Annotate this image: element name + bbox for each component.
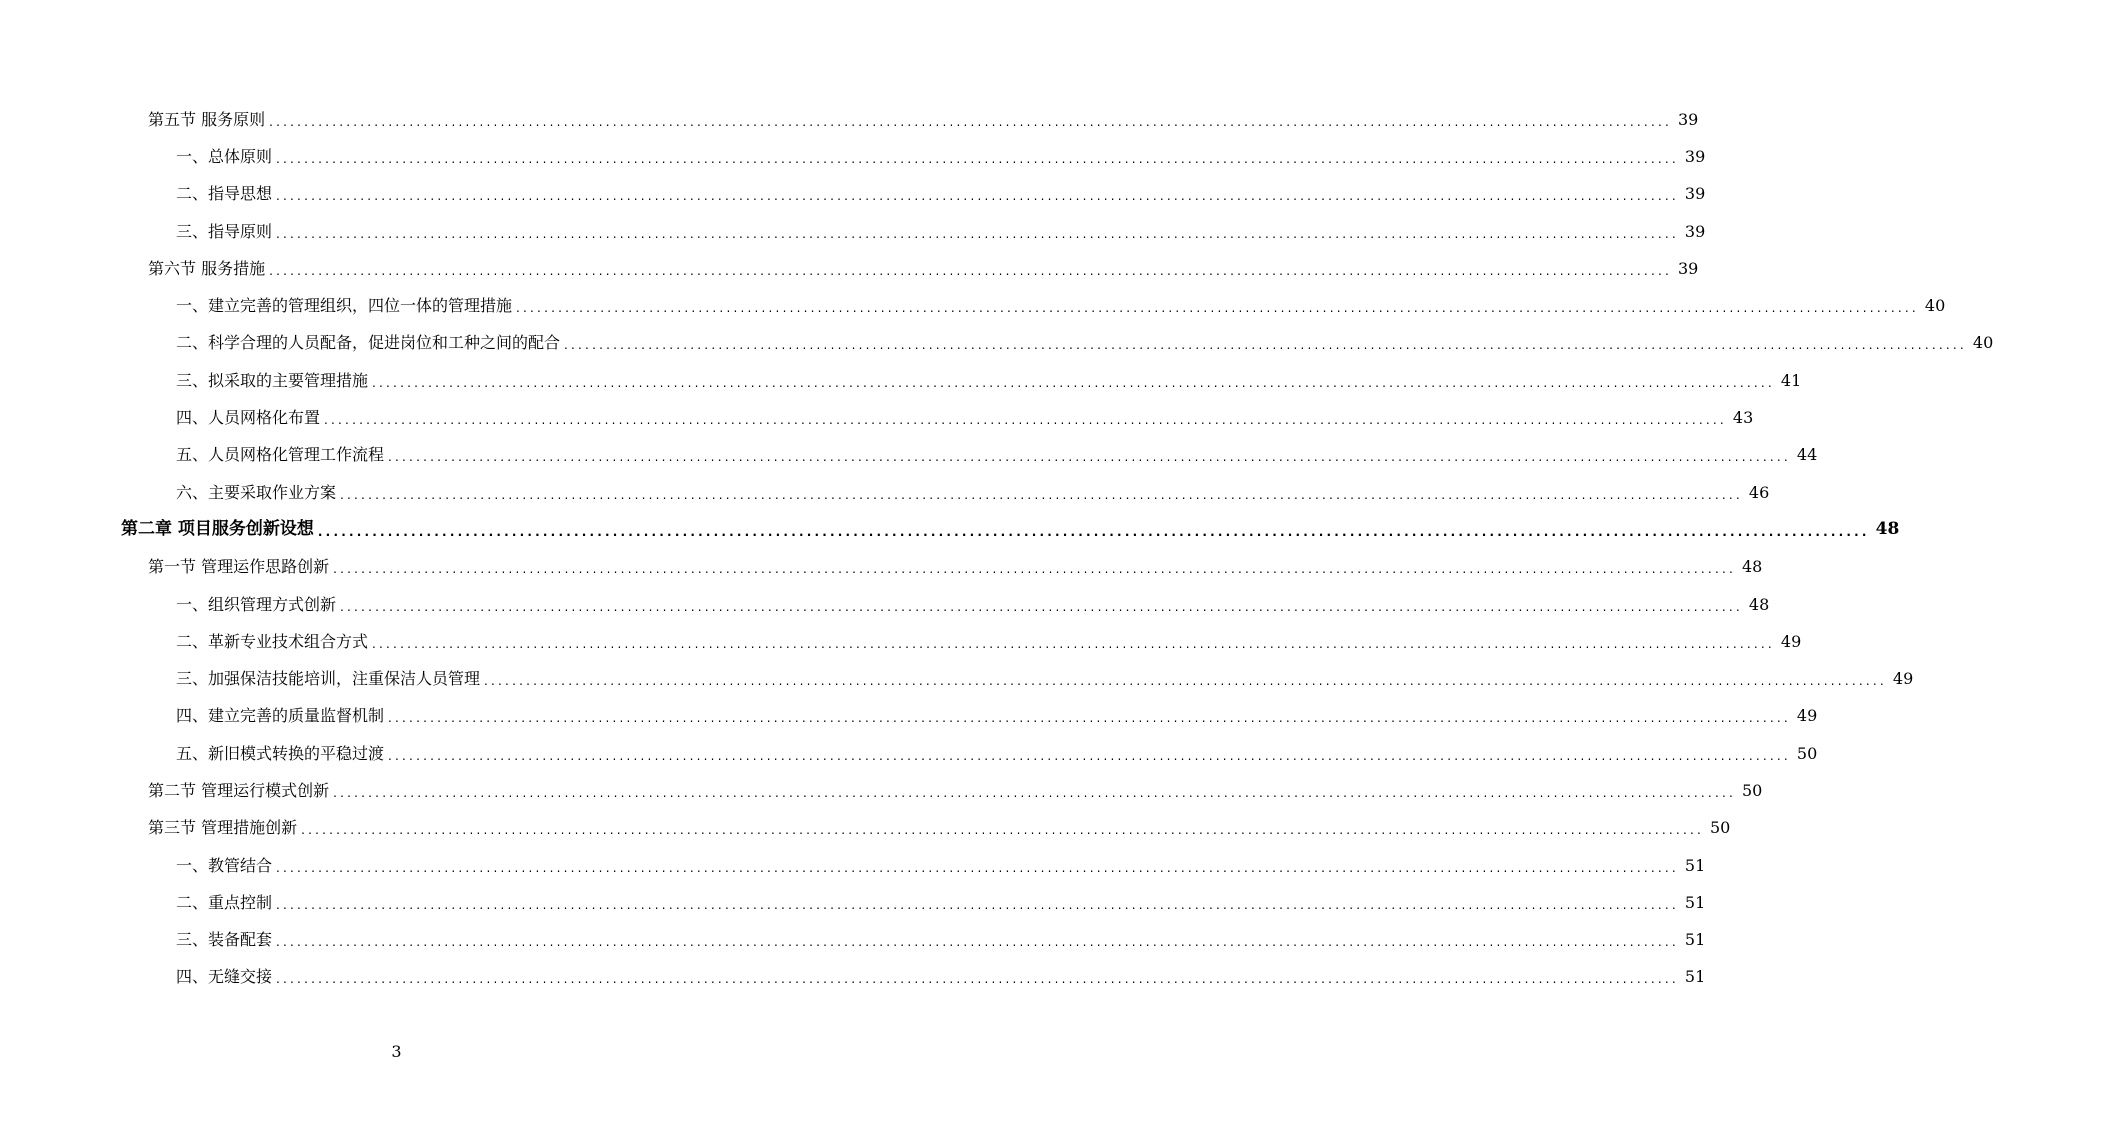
toc-subsection-entry[interactable]: [0, 325, 1994, 362]
toc-entry-page: 51: [1684, 967, 1706, 987]
toc-subsection-entry[interactable]: [0, 922, 1706, 959]
toc-subsection-entry[interactable]: [0, 176, 1706, 213]
toc-subsection-entry[interactable]: [0, 287, 1946, 324]
toc-dot-leader: ........................................................................................................................................................................................................: [388, 450, 1791, 465]
toc-entry-page: 39: [1677, 258, 1699, 278]
toc-entry-title: 五、新旧模式转换的平稳过渡: [176, 743, 385, 763]
toc-entry-page: 49: [1892, 669, 1914, 689]
toc-entry-page: 41: [1780, 370, 1802, 390]
toc-entry-page: 51: [1684, 855, 1706, 875]
toc-subsection-entry[interactable]: [0, 362, 1802, 399]
toc-entry-page: 39: [1677, 109, 1699, 129]
toc-entry-title: 四、人员网格化布置: [176, 408, 321, 428]
toc-entry-title: 四、建立完善的质量监督机制: [176, 706, 385, 726]
toc-dot-leader: ........................................................................................................................................................................................................: [372, 375, 1775, 390]
toc-entry-title: 一、组织管理方式创新: [176, 594, 337, 614]
toc-entry-title: 四、无缝交接: [176, 967, 273, 987]
toc-entry-page: 39: [1684, 221, 1706, 241]
toc-entry-page: 48: [1748, 594, 1770, 614]
toc-subsection-entry[interactable]: [0, 138, 1706, 175]
toc-subsection-entry[interactable]: [0, 623, 1802, 660]
toc-entry-page: 40: [1924, 296, 1946, 316]
toc-entry-page: 49: [1780, 631, 1802, 651]
toc-entry-page: 39: [1684, 184, 1706, 204]
toc-subsection-entry[interactable]: [0, 399, 1754, 436]
toc-section-entry[interactable]: [0, 250, 1699, 287]
toc-entry-title: 第二章 项目服务创新设想: [121, 519, 314, 540]
toc-dot-leader: ........................................................................................................................................................................................................: [269, 263, 1672, 278]
toc-section-entry[interactable]: [0, 101, 1699, 138]
toc-dot-leader: ........................................................................................................................................................................................................: [372, 636, 1775, 651]
toc-subsection-entry[interactable]: [0, 474, 1770, 511]
toc-entry-page: 50: [1796, 743, 1818, 763]
toc-section-entry[interactable]: [0, 549, 1763, 586]
toc-subsection-entry[interactable]: [0, 847, 1706, 884]
toc-entry-title: 三、拟采取的主要管理措施: [176, 370, 369, 390]
page-number: 3: [391, 1042, 402, 1061]
toc-subsection-entry[interactable]: [0, 735, 1818, 772]
toc-dot-leader: ........................................................................................................................................................................................................: [301, 823, 1704, 838]
toc-entry-title: 三、指导原则: [176, 221, 273, 241]
toc-entry-title: 六、主要采取作业方案: [176, 482, 337, 502]
toc-subsection-entry[interactable]: [0, 586, 1770, 623]
toc-dot-leader: ........................................................................................................................................................................................................: [276, 935, 1679, 950]
toc-dot-leader: ........................................................................................................................................................................................................: [317, 524, 1870, 539]
toc-entry-page: 51: [1684, 892, 1706, 912]
toc-dot-leader: ........................................................................................................................................................................................................: [276, 189, 1679, 204]
toc-entry-title: 二、重点控制: [176, 892, 273, 912]
toc-subsection-entry[interactable]: [0, 213, 1706, 250]
toc-subsection-entry[interactable]: [0, 959, 1706, 996]
toc-dot-leader: ........................................................................................................................................................................................................: [484, 674, 1887, 689]
toc-chapter-entry[interactable]: [0, 511, 1900, 548]
toc-dot-leader: ........................................................................................................................................................................................................: [516, 301, 1919, 316]
toc-entry-page: 49: [1796, 706, 1818, 726]
toc-dot-leader: ........................................................................................................................................................................................................: [324, 413, 1727, 428]
toc-section-entry[interactable]: [0, 772, 1763, 809]
toc-dot-leader: ........................................................................................................................................................................................................: [388, 748, 1791, 763]
toc-entry-page: 48: [1875, 519, 1900, 540]
toc-entry-title: 一、建立完善的管理组织，四位一体的管理措施: [176, 296, 513, 316]
toc-entry-page: 50: [1709, 818, 1731, 838]
toc-subsection-entry[interactable]: [0, 437, 1818, 474]
toc-dot-leader: ........................................................................................................................................................................................................: [333, 785, 1736, 800]
toc-dot-leader: ........................................................................................................................................................................................................: [388, 711, 1791, 726]
toc-entry-title: 三、装备配套: [176, 930, 273, 950]
toc-entry-page: 51: [1684, 930, 1706, 950]
toc-subsection-entry[interactable]: [0, 884, 1706, 921]
toc-entry-title: 二、革新专业技术组合方式: [176, 631, 369, 651]
toc-entry-title: 五、人员网格化管理工作流程: [176, 445, 385, 465]
toc-dot-leader: ........................................................................................................................................................................................................: [340, 487, 1743, 502]
toc-entry-page: 39: [1684, 146, 1706, 166]
toc-entry-title: 第一节 管理运作思路创新: [148, 557, 330, 577]
toc-entry-title: 第三节 管理措施创新: [148, 818, 298, 838]
toc-entry-page: 48: [1741, 557, 1763, 577]
toc-section-entry[interactable]: [0, 810, 1731, 847]
toc-subsection-entry[interactable]: [0, 660, 1914, 697]
toc-entry-page: 46: [1748, 482, 1770, 502]
toc-dot-leader: ........................................................................................................................................................................................................: [564, 338, 1967, 353]
toc-dot-leader: ........................................................................................................................................................................................................: [276, 972, 1679, 987]
toc-entry-title: 三、加强保洁技能培训，注重保洁人员管理: [176, 669, 481, 689]
toc-dot-leader: ........................................................................................................................................................................................................: [269, 114, 1672, 129]
toc-entry-title: 第五节 服务原则: [148, 109, 266, 129]
toc-entry-page: 44: [1796, 445, 1818, 465]
toc-entry-title: 第六节 服务措施: [148, 258, 266, 278]
toc-dot-leader: ........................................................................................................................................................................................................: [333, 562, 1736, 577]
toc-entry-title: 二、指导思想: [176, 184, 273, 204]
toc-subsection-entry[interactable]: [0, 698, 1818, 735]
toc-entry-page: 50: [1741, 780, 1763, 800]
toc-dot-leader: ........................................................................................................................................................................................................: [276, 151, 1679, 166]
toc-dot-leader: ........................................................................................................................................................................................................: [340, 599, 1743, 614]
toc-dot-leader: ........................................................................................................................................................................................................: [276, 897, 1679, 912]
toc-entry-title: 一、总体原则: [176, 146, 273, 166]
toc-dot-leader: ........................................................................................................................................................................................................: [276, 860, 1679, 875]
toc-entry-page: 43: [1732, 408, 1754, 428]
toc-entry-title: 二、科学合理的人员配备，促进岗位和工种之间的配合: [176, 333, 561, 353]
toc-entry-title: 一、教管结合: [176, 855, 273, 875]
table-of-contents: [0, 101, 1994, 996]
toc-entry-title: 第二节 管理运行模式创新: [148, 780, 330, 800]
toc-dot-leader: ........................................................................................................................................................................................................: [276, 226, 1679, 241]
toc-entry-page: 40: [1972, 333, 1994, 353]
